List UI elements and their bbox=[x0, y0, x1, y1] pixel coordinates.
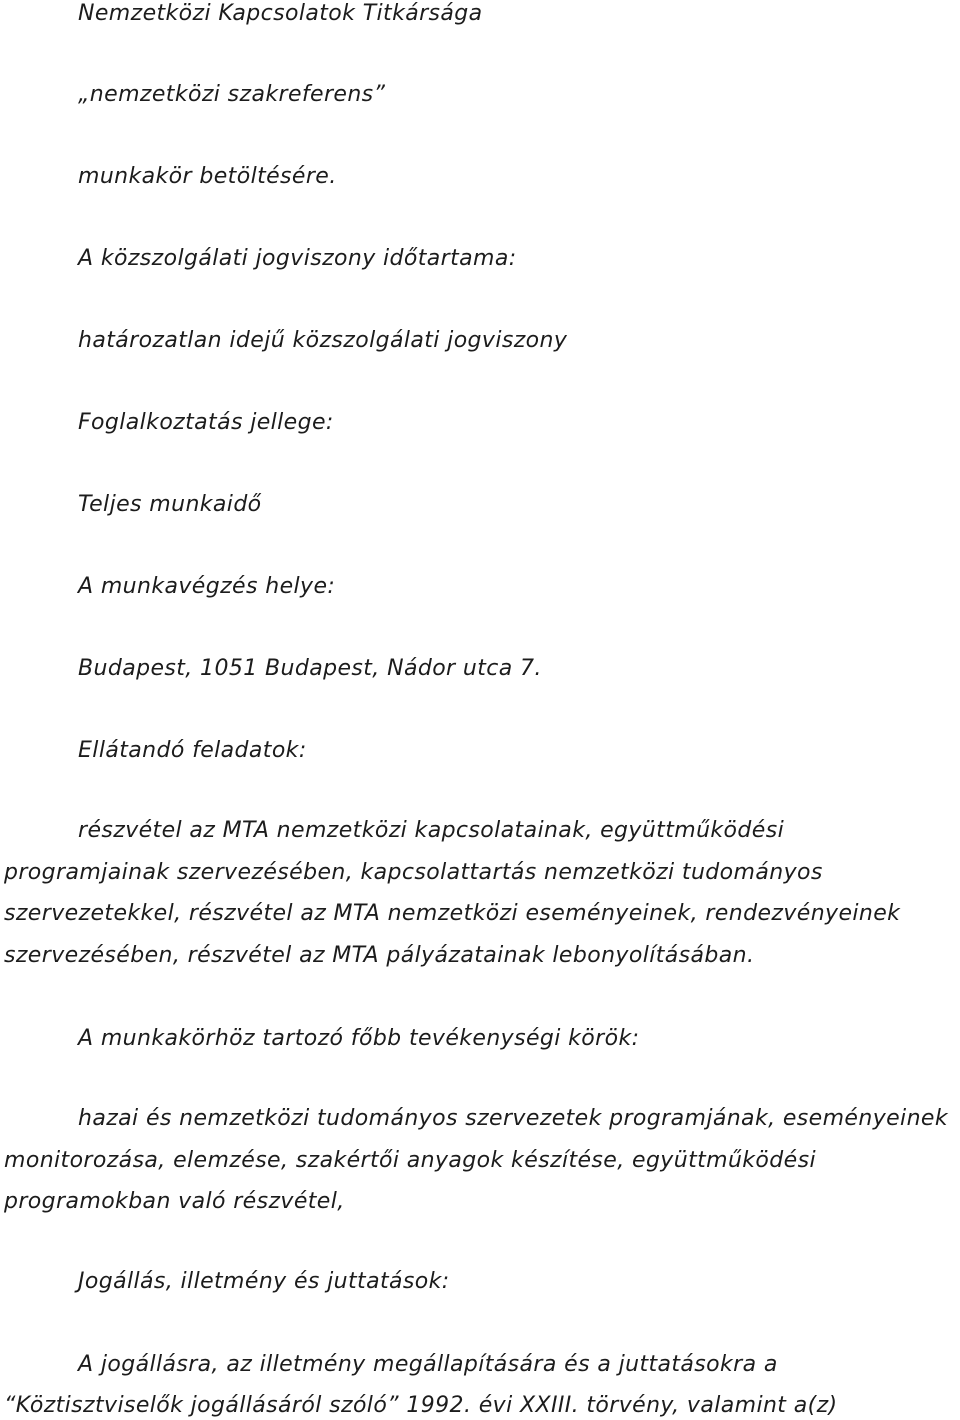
tasks-label: Ellátandó feladatok: bbox=[78, 738, 307, 763]
tasks-text: részvétel az MTA nemzetközi kapcsolatainak, együttműködési programjainak szervezésében, kapcsolattartás nemzetközi tudományos szervezetekkel, részvétel az MTA nemzetközi eseményeinek, rendezvényeinek szervezésében, részvétel az MTA pályázatainak lebonyolításában. bbox=[4, 818, 901, 968]
employment-value: Teljes munkaidő bbox=[78, 492, 262, 517]
activities-text: hazai és nemzetközi tudományos szervezetek programjának, eseményeinek monitorozása, elemzése, szakértői anyagok készítése, együttműködési programokban való részvétel, bbox=[4, 1106, 948, 1214]
position-title: „nemzetközi szakreferens” bbox=[78, 82, 386, 107]
status-line-2: “Köztisztviselők jogállásáról szóló” 1992. évi XXIII. törvény, valamint a(z) bbox=[4, 1393, 838, 1418]
status-line-1: A jogállásra, az illetmény megállapítására és a juttatásokra a bbox=[78, 1352, 778, 1377]
position-suffix: munkakör betöltésére. bbox=[78, 164, 337, 189]
place-value: Budapest, 1051 Budapest, Nádor utca 7. bbox=[78, 656, 542, 681]
org-name: Nemzetközi Kapcsolatok Titkársága bbox=[78, 1, 483, 26]
place-label: A munkavégzés helye: bbox=[78, 574, 336, 599]
duration-label: A közszolgálati jogviszony időtartama: bbox=[78, 246, 517, 271]
activities-label: A munkakörhöz tartozó főbb tevékenységi körök: bbox=[78, 1026, 640, 1051]
duration-value: határozatlan idejű közszolgálati jogviszony bbox=[78, 328, 568, 353]
employment-label: Foglalkoztatás jellege: bbox=[78, 410, 334, 435]
status-label: Jogállás, illetmény és juttatások: bbox=[78, 1269, 450, 1294]
